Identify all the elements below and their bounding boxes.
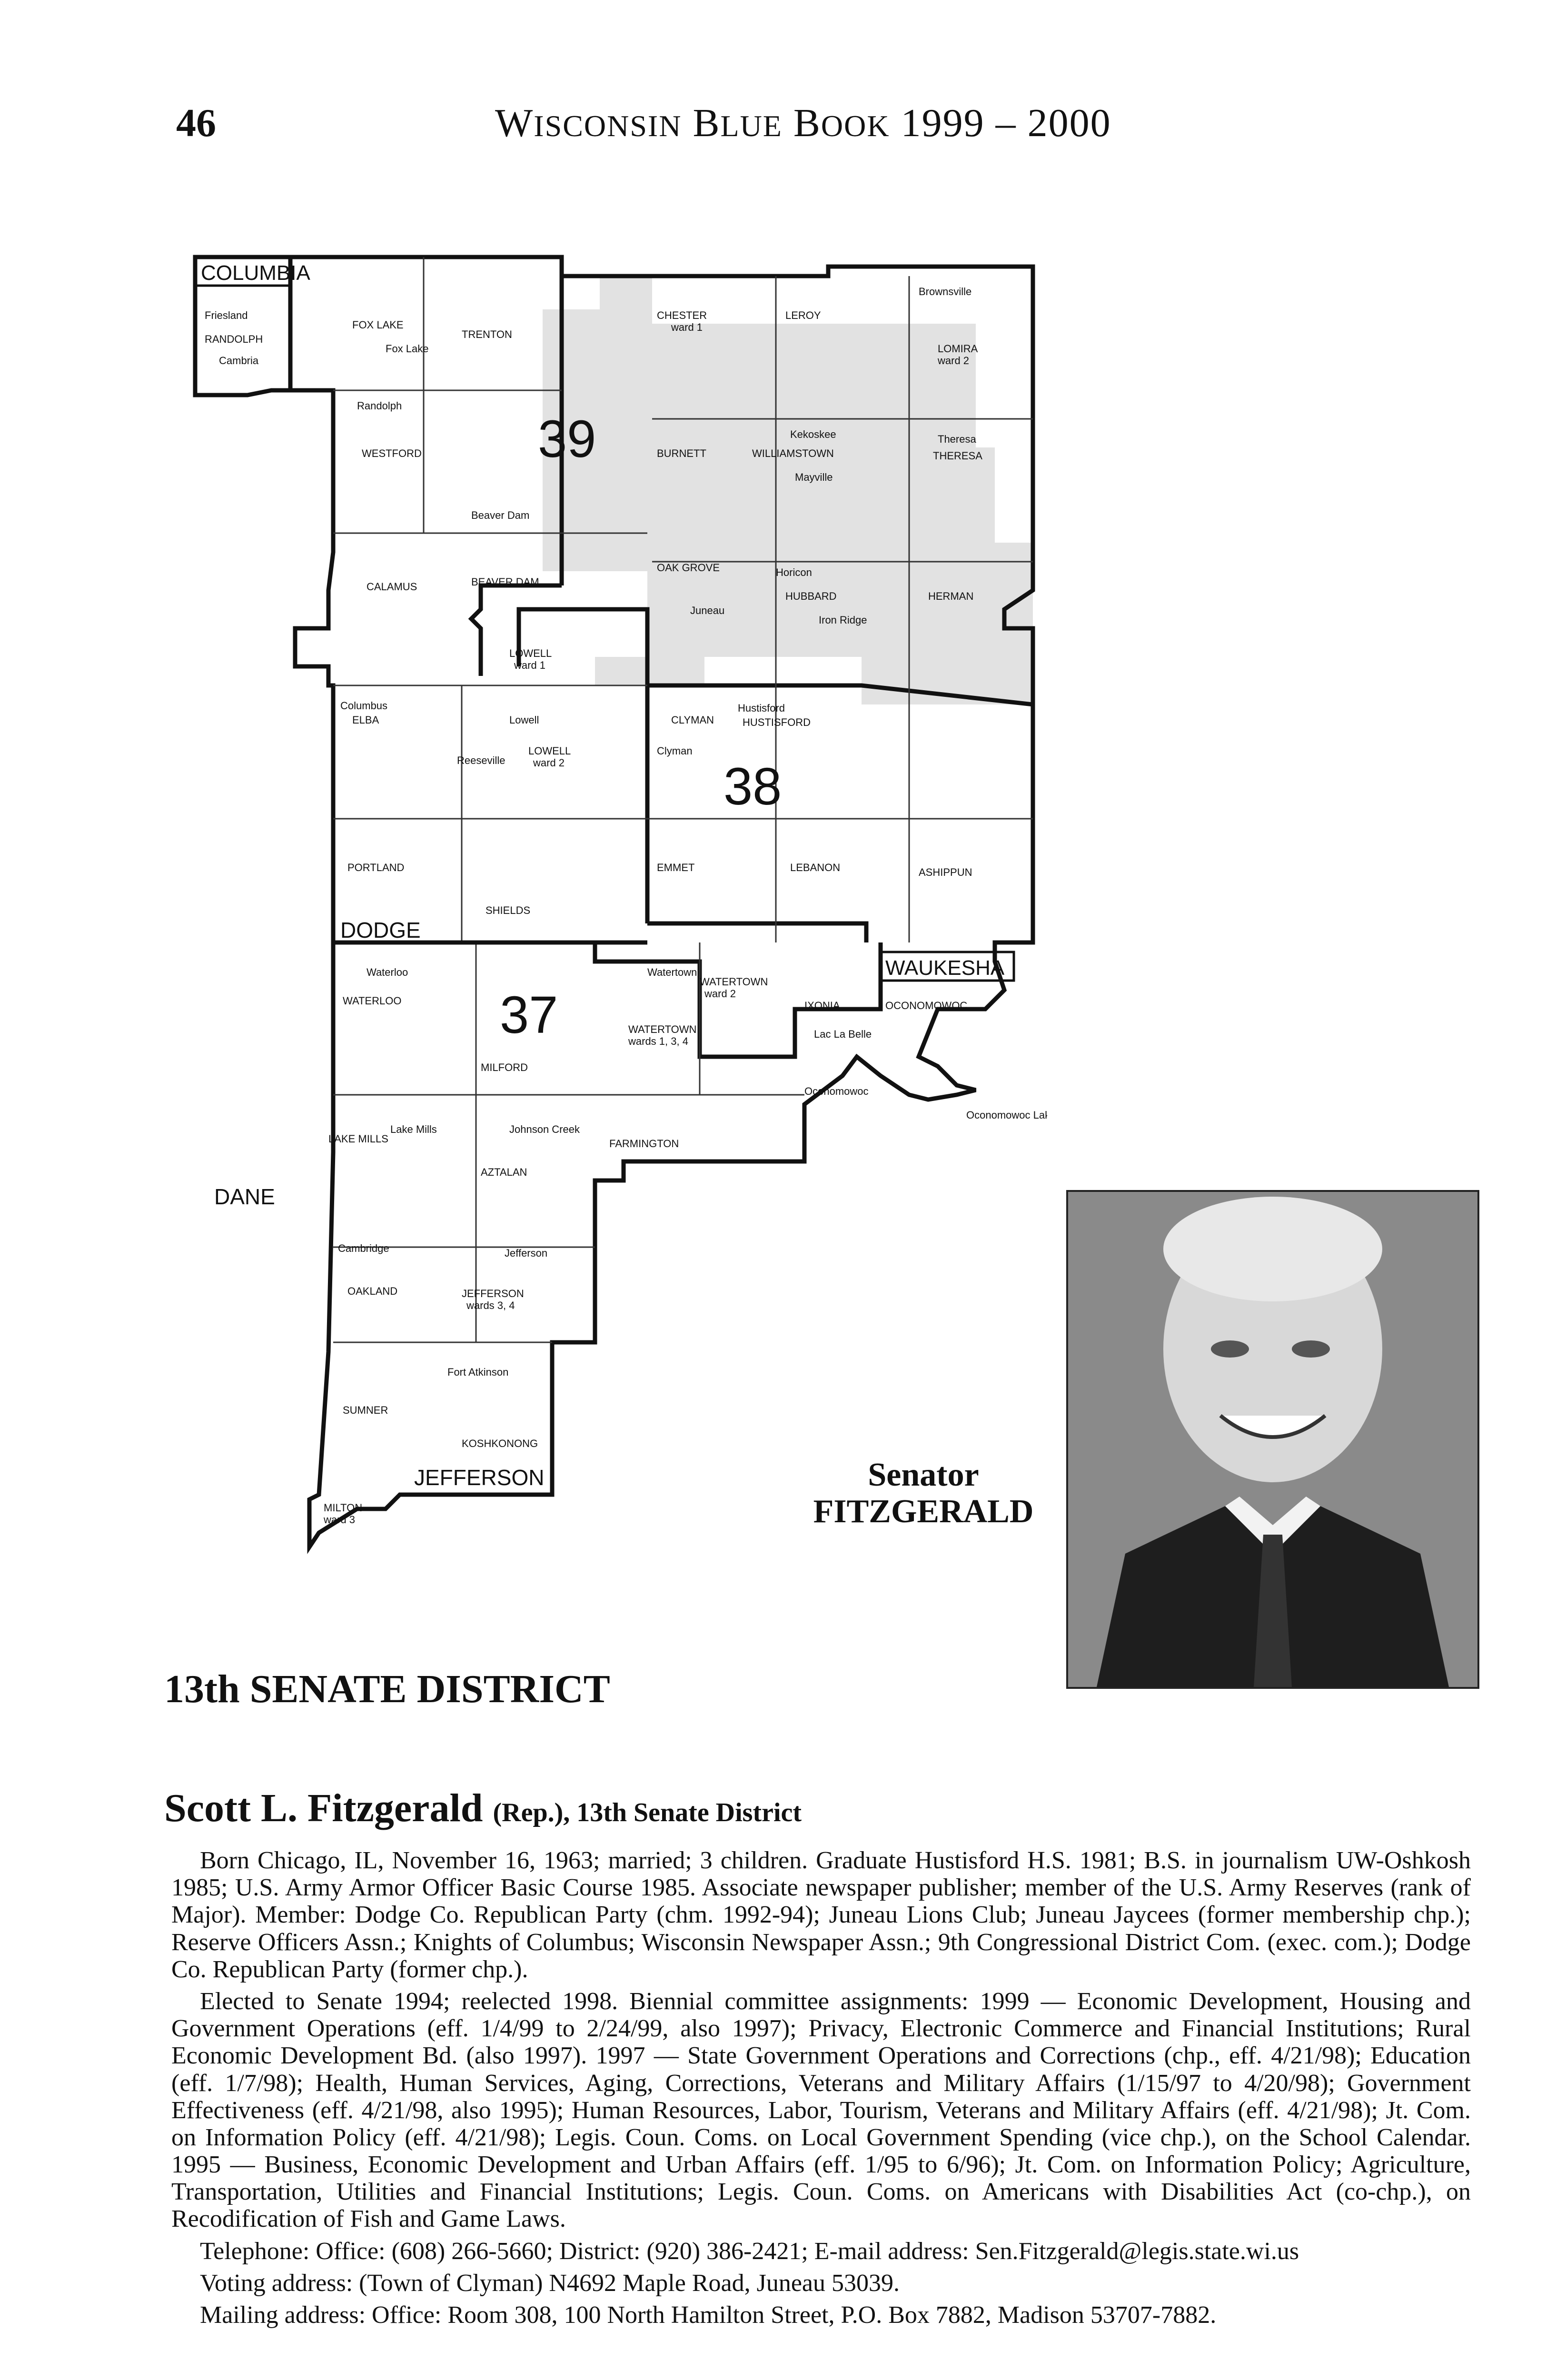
place-reeseville: Reeseville xyxy=(457,754,505,766)
running-head-isconsin: ISCONSIN xyxy=(534,109,682,143)
bio-paragraph-voting-address: Voting address: (Town of Clyman) N4692 Maple Road, Juneau 53039. xyxy=(200,2269,900,2297)
place-leroy: LEROY xyxy=(785,309,821,321)
place-mayville: Mayville xyxy=(795,471,833,483)
district-title: 13th SENATE DISTRICT xyxy=(164,1667,610,1711)
place-koshkonong: KOSHKONONG xyxy=(462,1438,538,1449)
place-emmet: EMMET xyxy=(657,862,695,873)
place-sumner: SUMNER xyxy=(343,1404,388,1416)
county-jefferson: JEFFERSON xyxy=(414,1465,545,1490)
running-head-w: W xyxy=(495,101,534,145)
county-dane: DANE xyxy=(214,1184,275,1209)
place-trenton: TRENTON xyxy=(462,328,512,340)
bio-paragraph-mailing-address: Mailing address: Office: Room 308, 100 North Hamilton Street, P.O. Box 7882, Madison 53707-7882. xyxy=(200,2301,1217,2329)
bio-heading xyxy=(164,1785,802,1831)
place-johnson-creek: Johnson Creek xyxy=(509,1123,580,1135)
place-elba: ELBA xyxy=(352,714,379,726)
photo-caption xyxy=(781,1457,1066,1530)
place-farmington: FARMINGTON xyxy=(609,1138,679,1150)
place-clyman-village: Clyman xyxy=(657,745,693,757)
place-theresa: THERESA xyxy=(933,450,982,462)
place-hustisford-village: Hustisford xyxy=(738,702,785,714)
place-watertown-w134: WATERTOWN xyxy=(628,1023,697,1035)
place-calamus: CALAMUS xyxy=(367,581,417,593)
bio-paragraph-committees: Elected to Senate 1994; reelected 1998. Biennial committee assignments: 1999 — Economic Development, Housing and Government Operations (eff. 1/4/99 to 2/24/99, also 1997); Privacy, Electronic Commerce and Financial Institutions; Rural Economic Development Bd. (also 1997). 1997 — State Government Operations and Corrections (chp., eff. 4/21/98); Education (eff. 1/7/98); Health, Human Services, Aging, Corrections, Veterans and Military Affairs (1/15/97 to 4/20/98); Government Effectiveness (eff. 4/21/98, also 1995); Human Resources, Labor, Tourism, Veterans and Military Affairs (eff. 4/21/98); Jt. Com. on Information Policy (eff. 4/21/98); Legis. Coun. Coms. on Local Government Spending (vice chp.), on the School Calendar. 1995 — Business, Economic Development and Urban Affairs (eff. 1/95 to 6/96); Jt. Com. on Information Policy; Agriculture, Transportation, Utilities and Financial Institutions; Legis. Coun. Coms. on Americans with Disabilities Act (co-chp.), on Recodification of Fish and Game Laws. xyxy=(171,1987,1471,2233)
place-friesland: Friesland xyxy=(205,309,248,321)
place-ashippun: ASHIPPUN xyxy=(919,866,972,878)
running-head xyxy=(495,100,1111,146)
place-aztalan: AZTALAN xyxy=(481,1166,527,1178)
running-head-b2: B xyxy=(793,101,821,145)
place-horicon: Horicon xyxy=(776,566,812,578)
place-waterloo-city: Waterloo xyxy=(367,966,408,978)
place-oconomowoc-city: Oconomowoc xyxy=(804,1085,869,1097)
bio-paragraph-telephone: Telephone: Office: (608) 266-5660; District: (920) 386-2421; E-mail address: Sen.Fitzgerald@legis.state.wi.us xyxy=(200,2237,1299,2265)
place-lowell-w2-ward: ward 2 xyxy=(533,757,565,769)
senator-photo xyxy=(1066,1190,1479,1689)
place-lake-mills-town: LAKE MILLS xyxy=(328,1133,388,1145)
district-39-shading xyxy=(543,276,1033,704)
place-randolph: Randolph xyxy=(357,400,402,412)
place-kekoskee: Kekoskee xyxy=(790,428,836,440)
running-head-ook: OOK xyxy=(821,109,890,143)
place-beaver-dam-city: Beaver Dam xyxy=(471,509,530,521)
place-beaver-dam: BEAVER DAM xyxy=(471,576,539,588)
district-number-38: 38 xyxy=(723,757,782,816)
place-watertown-w2-ward: ward 2 xyxy=(704,988,736,1000)
district-number-37: 37 xyxy=(500,986,558,1044)
place-lowell-w1-ward: ward 1 xyxy=(514,659,546,671)
place-brownsville: Brownsville xyxy=(919,286,972,298)
county-waukesha: WAUKESHA xyxy=(885,956,1005,980)
place-oak-grove: OAK GROVE xyxy=(657,562,720,574)
place-waterloo: WATERLOO xyxy=(343,995,402,1007)
place-burnett: BURNETT xyxy=(657,447,706,459)
bio-name: Scott L. Fitzgerald xyxy=(164,1786,483,1830)
caption-name: FITZGERALD xyxy=(813,1493,1034,1530)
place-lomira-ward: ward 2 xyxy=(938,355,970,367)
place-hustisford: HUSTISFORD xyxy=(743,716,811,728)
place-lowell: Lowell xyxy=(509,714,539,726)
place-watertown-w2: WATERTOWN xyxy=(700,976,768,988)
running-head-years: 1999 – 2000 xyxy=(901,101,1111,145)
place-fort-atkinson: Fort Atkinson xyxy=(447,1366,509,1378)
place-watertown-city: Watertown xyxy=(647,966,697,978)
place-cambridge: Cambridge xyxy=(338,1242,389,1254)
running-head-b: B xyxy=(693,101,721,145)
bio-affiliation: (Rep.), 13th Senate District xyxy=(493,1798,802,1827)
district-map-svg xyxy=(176,248,1047,1595)
running-head-lue: LUE xyxy=(720,109,783,143)
portrait-image xyxy=(1068,1192,1477,1687)
district-number-39: 39 xyxy=(538,410,596,468)
place-williamstown: WILLIAMSTOWN xyxy=(752,447,834,459)
county-columbia: COLUMBIA xyxy=(201,261,310,285)
place-westford: WESTFORD xyxy=(362,447,422,459)
place-lomira: LOMIRA xyxy=(938,343,978,355)
place-columbus: Columbus xyxy=(340,700,388,712)
place-oconomowoc: OCONOMOWOC xyxy=(885,1000,968,1012)
place-lebanon: LEBANON xyxy=(790,862,841,873)
place-jefferson-w-wards: wards 3, 4 xyxy=(466,1299,515,1311)
place-milford: MILFORD xyxy=(481,1061,528,1073)
place-milton-ward: ward 3 xyxy=(324,1514,356,1526)
place-jefferson-city: Jefferson xyxy=(505,1247,548,1259)
place-hubbard: HUBBARD xyxy=(785,590,837,602)
county-dodge: DODGE xyxy=(340,918,421,942)
place-fox-lake: Fox Lake xyxy=(386,343,429,355)
place-lowell-w2: LOWELL xyxy=(528,745,571,757)
place-clyman: CLYMAN xyxy=(671,714,714,726)
place-shields: SHIELDS xyxy=(486,904,531,916)
place-ixonia: IXONIA xyxy=(804,1000,840,1012)
place-theresa-village: Theresa xyxy=(938,433,976,445)
caption-senator: Senator xyxy=(868,1457,979,1493)
place-cambria: Cambria xyxy=(219,355,259,367)
place-chester-ward: ward 1 xyxy=(671,321,703,333)
place-jefferson-w: JEFFERSON xyxy=(462,1288,524,1299)
place-lac-la-belle: Lac La Belle xyxy=(814,1028,872,1040)
place-portland: PORTLAND xyxy=(347,862,405,873)
place-herman: HERMAN xyxy=(928,590,974,602)
bio-paragraph-background: Born Chicago, IL, November 16, 1963; married; 3 children. Graduate Hustisford H.S. 1981; B.S. in journalism UW-Oshkosh 1985; U.S. Army Armor Officer Basic Course 1985. Associate newspaper publisher; member of the U.S. Army Reserves (rank of Major). Member: Dodge Co. Republican Party (chm. 1992-94); Juneau Lions Club; Juneau Jaycees (former membership chp.); Reserve Officers Assn.; Knights of Columbus; Wisconsin Newspaper Assn.; 9th Congressional District Com. (exec. com.); Dodge Co. Republican Party (former chp.). xyxy=(171,1847,1471,1983)
place-lake-mills: Lake Mills xyxy=(390,1123,437,1135)
place-oconomowoc-lake: Oconomowoc Lake xyxy=(966,1109,1047,1121)
place-milton: MILTON xyxy=(324,1502,363,1514)
place-watertown-w134-wards: wards 1, 3, 4 xyxy=(628,1035,688,1047)
place-lowell-w1: LOWELL xyxy=(509,647,552,659)
place-chester: CHESTER xyxy=(657,309,707,321)
place-iron-ridge: Iron Ridge xyxy=(819,614,867,626)
place-juneau: Juneau xyxy=(690,605,725,616)
page-number: 46 xyxy=(176,101,216,145)
place-fox-lake-town: FOX LAKE xyxy=(352,319,404,331)
place-oakland: OAKLAND xyxy=(347,1285,398,1297)
biography xyxy=(171,1847,1471,2333)
place-randolph-county: RANDOLPH xyxy=(205,333,263,345)
district-map xyxy=(176,248,1047,1595)
